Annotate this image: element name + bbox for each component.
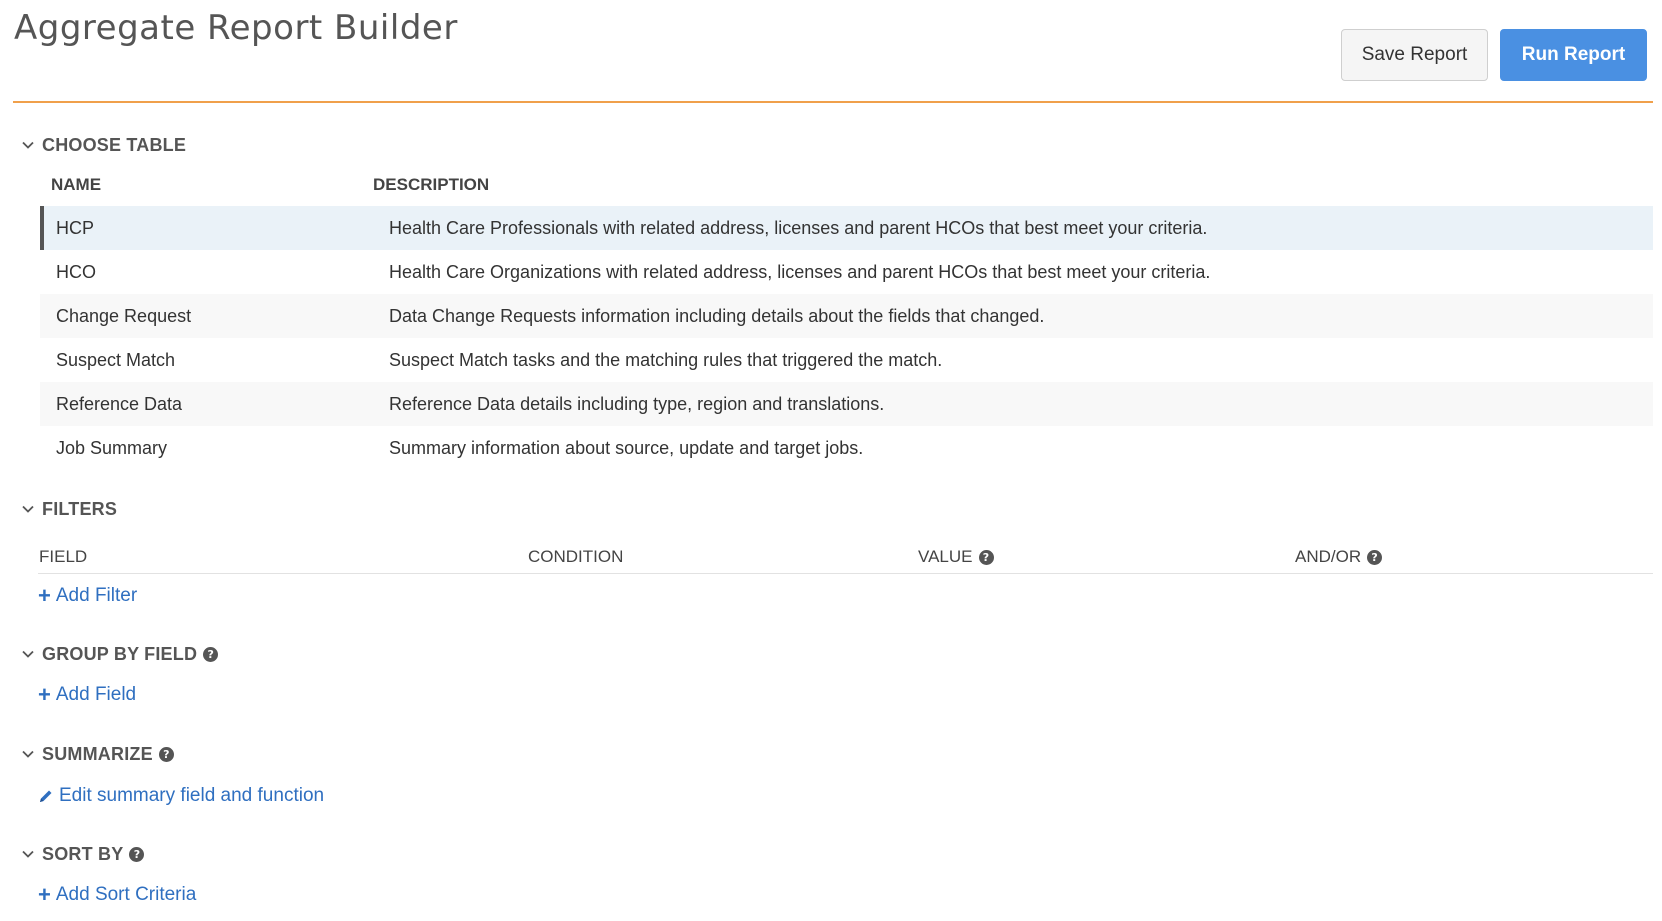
plus-icon: + [38, 583, 51, 608]
column-header-name: NAME [51, 175, 102, 194]
filter-column-value [918, 547, 994, 567]
help-icon[interactable]: ? [203, 647, 218, 662]
add-filter-label: Add Filter [55, 585, 138, 606]
save-report-button[interactable]: Save Report [1341, 29, 1488, 81]
filter-divider [38, 573, 1653, 574]
column-label: VALUE [918, 547, 973, 566]
section-title: GROUP BY FIELD [42, 643, 198, 664]
chevron-down-icon [20, 137, 36, 153]
column-header-description: DESCRIPTION [373, 175, 490, 194]
page-title: Aggregate Report Builder [14, 8, 458, 48]
chevron-down-icon [20, 501, 36, 517]
add-field-label: Add Field [55, 684, 137, 705]
table-name: HCP [56, 218, 95, 238]
chevron-down-icon [20, 846, 36, 862]
table-row[interactable] [40, 426, 1653, 470]
table-description: Health Care Professionals with related address, licenses and parent HCOs that best meet your criteria. [389, 218, 1208, 238]
column-label: AND/OR [1295, 547, 1362, 566]
edit-summary-link[interactable] [38, 785, 324, 807]
help-icon[interactable]: ? [159, 747, 174, 762]
filter-column-condition [528, 547, 623, 567]
group-by-header[interactable] [20, 642, 218, 666]
plus-icon: + [38, 682, 51, 707]
table-name: Suspect Match [56, 350, 176, 370]
section-title: FILTERS [42, 498, 118, 519]
run-report-button[interactable]: Run Report [1500, 29, 1647, 81]
sort-by-header[interactable] [20, 842, 144, 866]
help-icon[interactable]: ? [979, 550, 994, 565]
title-divider [13, 101, 1653, 103]
table-row[interactable] [40, 250, 1653, 294]
edit-summary-label: Edit summary field and function [59, 785, 325, 806]
table-description: Reference Data details including type, region and translations. [389, 394, 885, 414]
table-name: HCO [56, 262, 96, 282]
add-sort-criteria-label: Add Sort Criteria [55, 884, 197, 905]
table-name: Change Request [56, 306, 192, 326]
add-filter-link[interactable] [38, 585, 137, 607]
filter-column-field [39, 547, 87, 567]
table-row[interactable] [40, 206, 1653, 250]
add-sort-criteria-link[interactable] [38, 884, 196, 906]
section-title: SORT BY [42, 843, 124, 864]
filter-column-andor [1295, 547, 1382, 567]
table-description: Summary information about source, update and target jobs. [389, 438, 864, 458]
plus-icon: + [38, 882, 51, 907]
table-row[interactable] [40, 294, 1653, 338]
table-name: Job Summary [56, 438, 168, 458]
table-row[interactable] [40, 338, 1653, 382]
section-title: CHOOSE TABLE [42, 134, 187, 155]
chevron-down-icon [20, 746, 36, 762]
add-field-link[interactable] [38, 684, 136, 706]
table-description: Data Change Requests information including details about the fields that changed. [389, 306, 1045, 326]
table-row[interactable] [40, 382, 1653, 426]
table-name: Reference Data [56, 394, 183, 414]
help-icon[interactable]: ? [129, 847, 144, 862]
column-label: CONDITION [528, 547, 624, 566]
filters-header[interactable] [20, 497, 117, 521]
pencil-icon [38, 788, 54, 804]
section-title: SUMMARIZE [42, 743, 153, 764]
table-description: Health Care Organizations with related address, licenses and parent HCOs that best meet your criteria. [389, 262, 1211, 282]
column-label: FIELD [39, 547, 88, 566]
chevron-down-icon [20, 646, 36, 662]
summarize-header[interactable] [20, 742, 174, 766]
choose-table-header[interactable] [20, 133, 186, 157]
table-description: Suspect Match tasks and the matching rules that triggered the match. [389, 350, 943, 370]
help-icon[interactable]: ? [1367, 550, 1382, 565]
